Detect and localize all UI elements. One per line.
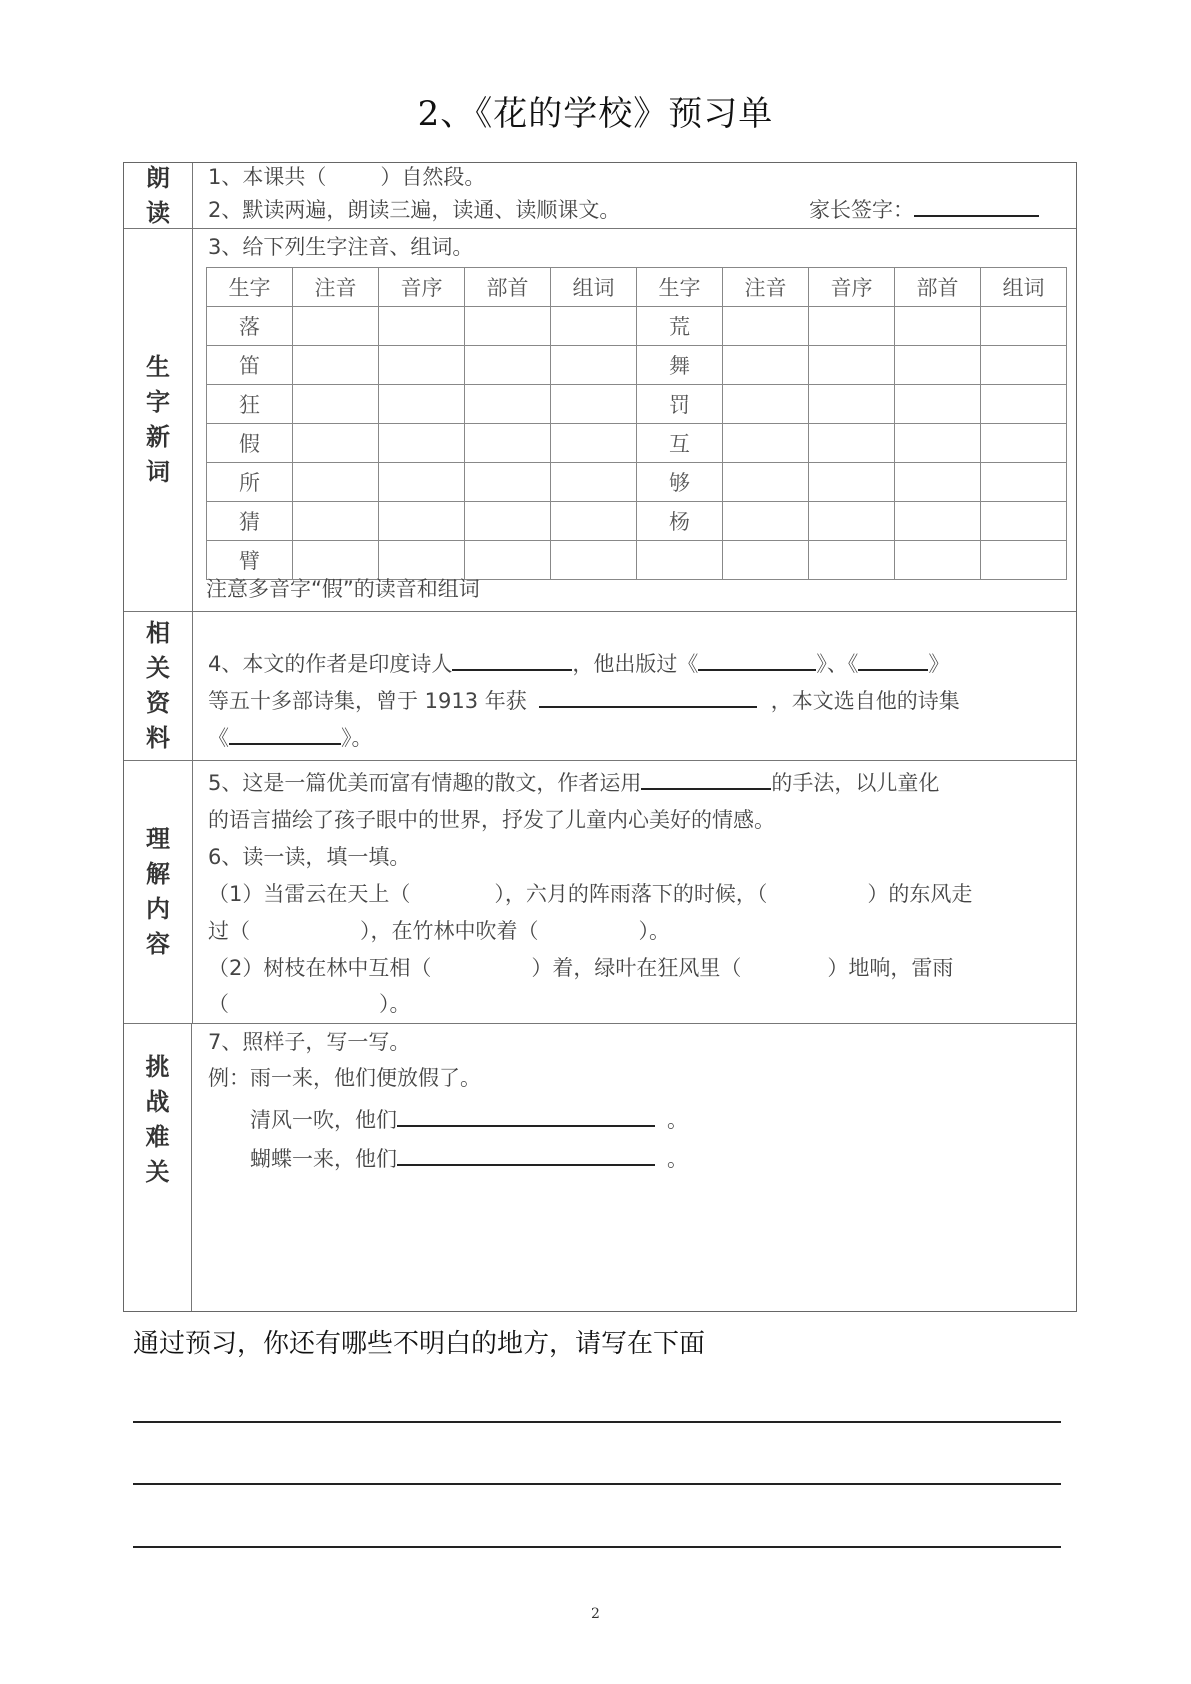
section-label-challenge [124, 1024, 192, 1311]
character-cell: 舞 [637, 346, 723, 385]
q4-text-g: 《 [208, 726, 229, 750]
header-cell: 部首 [465, 268, 551, 307]
label-char: 字 [146, 388, 170, 416]
answer-cell[interactable] [723, 307, 809, 346]
answer-cell[interactable] [981, 502, 1067, 541]
q6-sentence-2-line-2 [208, 988, 411, 1018]
character-cell: 猜 [207, 502, 293, 541]
section-label-reading [124, 163, 193, 228]
question-1-text-a: 1、本课共（ [208, 165, 327, 189]
answer-cell[interactable] [895, 541, 981, 580]
note-text: 注意多音字“假”的读音和组词 [206, 577, 480, 601]
answer-cell[interactable] [981, 346, 1067, 385]
character-cell: 笛 [207, 346, 293, 385]
answer-cell[interactable] [551, 346, 637, 385]
answer-cell[interactable] [723, 463, 809, 502]
answer-cell[interactable] [551, 385, 637, 424]
answer-cell[interactable] [723, 541, 809, 580]
character-cell: 够 [637, 463, 723, 502]
section-understanding [124, 761, 1076, 1024]
section-vocab [124, 229, 1076, 612]
answer-cell[interactable] [551, 463, 637, 502]
answer-cell[interactable] [293, 424, 379, 463]
s1-text-e: ），在竹林中吹着（ [360, 919, 539, 943]
answer-cell[interactable] [809, 502, 895, 541]
character-cell: 荒 [637, 307, 723, 346]
answer-cell[interactable] [551, 541, 637, 580]
question-5-line-2 [208, 804, 775, 834]
label-char: 解 [146, 860, 170, 888]
answer-cell[interactable] [809, 463, 895, 502]
q6-sentence-2-line-1 [208, 952, 953, 982]
answer-cell[interactable] [809, 541, 895, 580]
header-cell: 音序 [379, 268, 465, 307]
answer-cell[interactable] [809, 346, 895, 385]
section-label-materials [124, 612, 193, 760]
header-cell: 音序 [809, 268, 895, 307]
signature-blank[interactable] [914, 197, 1039, 217]
q5-text-a: 5、这是一篇优美而富有情趣的散文，作者运用 [208, 771, 642, 795]
character-cell: 杨 [637, 502, 723, 541]
q7-item-1-text: 清风一吹，他们 [250, 1108, 397, 1132]
writing-line-1[interactable] [133, 1421, 1061, 1423]
answer-cell[interactable] [723, 502, 809, 541]
question-2 [208, 194, 620, 224]
page-number: 2 [591, 1606, 600, 1622]
q4-text-b: ，他出版过《 [572, 652, 699, 676]
q7-example-text: 例：雨一来，他们便放假了。 [208, 1066, 481, 1090]
label-char: 相 [146, 619, 170, 647]
question-5-line-1 [208, 767, 939, 797]
label-char: 难 [145, 1123, 170, 1151]
polyphone-note [206, 573, 480, 603]
label-char: 资 [146, 689, 170, 717]
answer-cell[interactable] [809, 424, 895, 463]
q7-item-2-end: 。 [667, 1147, 688, 1171]
label-char: 新 [146, 423, 170, 451]
question-1 [208, 161, 485, 191]
blank-book-1[interactable] [698, 651, 816, 671]
answer-cell[interactable] [895, 463, 981, 502]
question-3-text: 3、给下列生字注音、组词。 [208, 235, 474, 259]
label-char: 容 [146, 930, 170, 958]
answer-cell[interactable] [379, 346, 465, 385]
table-row [207, 307, 1067, 346]
answer-cell[interactable] [465, 502, 551, 541]
answer-cell[interactable] [981, 385, 1067, 424]
q7-item-2-blank[interactable] [397, 1146, 655, 1166]
answer-cell[interactable] [293, 385, 379, 424]
answer-cell[interactable] [379, 463, 465, 502]
answer-cell[interactable] [895, 424, 981, 463]
s1-text-d: 过（ [208, 919, 250, 943]
character-cell: 假 [207, 424, 293, 463]
answer-cell[interactable] [895, 346, 981, 385]
answer-cell[interactable] [895, 385, 981, 424]
answer-cell[interactable] [379, 385, 465, 424]
answer-cell[interactable] [379, 307, 465, 346]
character-cell: 狂 [207, 385, 293, 424]
question-4-line-1 [208, 648, 949, 678]
q7-item-2-text: 蝴蝶一来，他们 [250, 1147, 397, 1171]
section-label-vocab [124, 229, 193, 611]
question-3 [208, 231, 473, 261]
parent-signature [809, 194, 1039, 224]
label-char: 料 [146, 724, 170, 752]
q5-text-c: 的语言描绘了孩子眼中的世界，抒发了儿童内心美好的情感。 [208, 808, 775, 832]
header-cell: 组词 [551, 268, 637, 307]
question-2-text: 2、默读两遍，朗读三遍，读通、读顺课文。 [208, 198, 621, 222]
q7-item-1-blank[interactable] [397, 1107, 655, 1127]
table-row [207, 463, 1067, 502]
question-1-text-b: ）自然段。 [380, 165, 486, 189]
q7-item-1-end: 。 [667, 1108, 688, 1132]
table-row [207, 346, 1067, 385]
s2-text-e: ）。 [379, 992, 411, 1016]
s1-text-c: ）的东风走 [867, 882, 973, 906]
q6-sentence-1-line-1 [208, 878, 972, 908]
q4-text-e: 等五十多部诗集，曾于 1913 年获 [208, 689, 527, 713]
question-6 [208, 841, 410, 871]
character-table [206, 267, 1067, 580]
label-char: 生 [146, 353, 170, 381]
table-row [207, 502, 1067, 541]
character-cell [637, 541, 723, 580]
header-cell: 组词 [981, 268, 1067, 307]
q5-text-b: 的手法，以儿童化 [771, 771, 940, 795]
q4-text-c: 》、《 [816, 652, 859, 676]
q4-text-f: ，本文选自他的诗集 [770, 689, 960, 713]
label-char: 关 [146, 654, 170, 682]
table-row [207, 424, 1067, 463]
blank-award[interactable] [539, 688, 757, 708]
section-challenge [124, 1024, 1076, 1311]
preview-worksheet [123, 162, 1077, 1312]
character-cell: 臂 [207, 541, 293, 580]
blank-poet-name[interactable] [452, 651, 572, 671]
answer-cell[interactable] [723, 424, 809, 463]
answer-cell[interactable] [465, 463, 551, 502]
answer-cell[interactable] [293, 463, 379, 502]
label-char: 朗 [146, 163, 170, 192]
section-label-understanding [124, 761, 193, 1023]
q6-sentence-1-line-2 [208, 915, 670, 945]
signature-label: 家长签字： [809, 198, 914, 222]
q6-text: 6、读一读，填一填。 [208, 845, 411, 869]
bottom-prompt: 通过预习，你还有哪些不明白的地方，请写在下面 [133, 1329, 706, 1359]
answer-cell[interactable] [293, 346, 379, 385]
answer-cell[interactable] [551, 307, 637, 346]
q4-text-d: 》 [928, 652, 950, 676]
question-4-line-3 [208, 722, 373, 752]
answer-cell[interactable] [465, 346, 551, 385]
answer-cell[interactable] [895, 502, 981, 541]
answer-cell[interactable] [293, 502, 379, 541]
character-cell: 互 [637, 424, 723, 463]
header-cell: 注音 [723, 268, 809, 307]
answer-cell[interactable] [723, 385, 809, 424]
answer-cell[interactable] [465, 307, 551, 346]
s1-text-b: ），六月的阵雨落下的时候，（ [494, 882, 768, 906]
section-materials [124, 612, 1076, 761]
s2-text-a: （2）树枝在林中互相（ [208, 956, 432, 980]
blank-technique[interactable] [641, 770, 771, 790]
answer-cell[interactable] [809, 385, 895, 424]
answer-cell[interactable] [293, 307, 379, 346]
answer-cell[interactable] [379, 502, 465, 541]
s2-text-b: ）着，绿叶在狂风里（ [531, 956, 742, 980]
label-char: 挑 [145, 1053, 170, 1081]
answer-cell[interactable] [981, 424, 1067, 463]
header-cell: 生字 [637, 268, 723, 307]
q7-text: 7、照样子，写一写。 [208, 1030, 411, 1054]
page-title: 2、《花的学校》预习单 [417, 94, 774, 134]
answer-cell[interactable] [981, 541, 1067, 580]
q7-item-1 [250, 1104, 688, 1134]
s1-text-a: （1）当雷云在天上（ [208, 882, 411, 906]
writing-line-2[interactable] [133, 1483, 1061, 1485]
question-4-line-2 [208, 685, 960, 715]
writing-line-3[interactable] [133, 1546, 1061, 1548]
label-char: 理 [146, 825, 170, 853]
section-reading [124, 163, 1076, 229]
answer-cell[interactable] [895, 307, 981, 346]
header-cell: 部首 [895, 268, 981, 307]
table-row [207, 385, 1067, 424]
answer-cell[interactable] [379, 424, 465, 463]
answer-cell[interactable] [551, 424, 637, 463]
blank-book-2[interactable] [858, 651, 928, 671]
character-cell: 落 [207, 307, 293, 346]
label-char: 内 [146, 895, 170, 923]
header-cell: 生字 [207, 268, 293, 307]
answer-cell[interactable] [981, 463, 1067, 502]
table-header-row [207, 268, 1067, 307]
question-7 [208, 1026, 410, 1056]
s1-text-f: ）。 [638, 919, 670, 943]
answer-cell[interactable] [723, 346, 809, 385]
q4-text-h: 》。 [341, 726, 373, 750]
answer-cell[interactable] [465, 424, 551, 463]
header-cell: 注音 [293, 268, 379, 307]
s2-text-d: （ [208, 992, 229, 1016]
answer-cell[interactable] [981, 307, 1067, 346]
s2-text-c: ）地响，雷雨 [827, 956, 954, 980]
label-char: 词 [146, 458, 170, 486]
character-cell: 所 [207, 463, 293, 502]
label-char: 战 [145, 1088, 170, 1116]
blank-collection[interactable] [229, 725, 341, 745]
answer-cell[interactable] [809, 307, 895, 346]
label-char: 关 [145, 1158, 170, 1186]
q7-example [208, 1062, 481, 1092]
answer-cell[interactable] [465, 385, 551, 424]
answer-cell[interactable] [551, 502, 637, 541]
label-char: 读 [146, 198, 170, 227]
q4-text-a: 4、本文的作者是印度诗人 [208, 652, 453, 676]
character-cell: 罚 [637, 385, 723, 424]
q7-item-2 [250, 1143, 688, 1173]
